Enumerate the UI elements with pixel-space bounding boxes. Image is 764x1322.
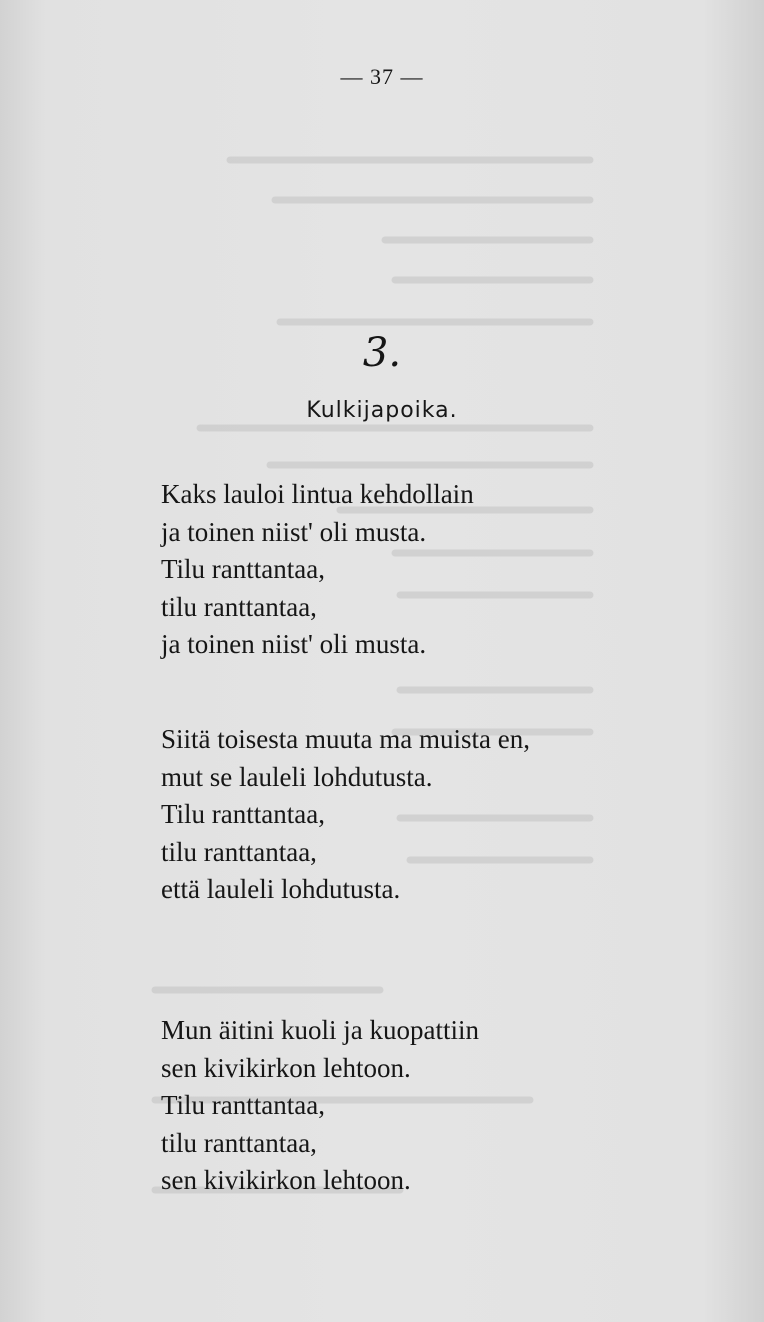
poem-title: Kulkijapoika. [306, 398, 458, 423]
verse-line: tilu ranttantaa, [161, 1127, 317, 1158]
verse-line: Mun äitini kuoli ja kuopattiin [161, 1015, 479, 1045]
verse-line: ja toinen niist' oli musta. [161, 629, 427, 659]
verse-line: Tilu ranttantaa, [161, 1090, 325, 1120]
verse-line: Kaks lauloi lintua kehdollain [161, 479, 474, 509]
verse-line: sen kivikirkon lehtoon. [161, 1052, 411, 1083]
verse-line: tilu ranttantaa, [161, 836, 317, 867]
verse-line: Tilu ranttantaa, [161, 799, 325, 829]
page-number: — 37 — [340, 64, 424, 89]
verse-line: ja toinen niist' oli musta. [161, 516, 427, 547]
stanza-1 [161, 476, 474, 664]
stanza-2 [161, 721, 530, 909]
verse-line: sen kivikirkon lehtoon. [161, 1165, 411, 1195]
verse-line: Siitä toisesta muuta ma muista en, [161, 724, 530, 754]
verse-line: että lauleli lohdutusta. [161, 874, 401, 904]
verse-line: Tilu ranttantaa, [161, 554, 325, 584]
section-number: 3. [362, 330, 402, 376]
stanza-3 [161, 1012, 479, 1200]
verse-line: tilu ranttantaa, [161, 591, 317, 622]
verse-line: mut se lauleli lohdutusta. [161, 761, 433, 792]
